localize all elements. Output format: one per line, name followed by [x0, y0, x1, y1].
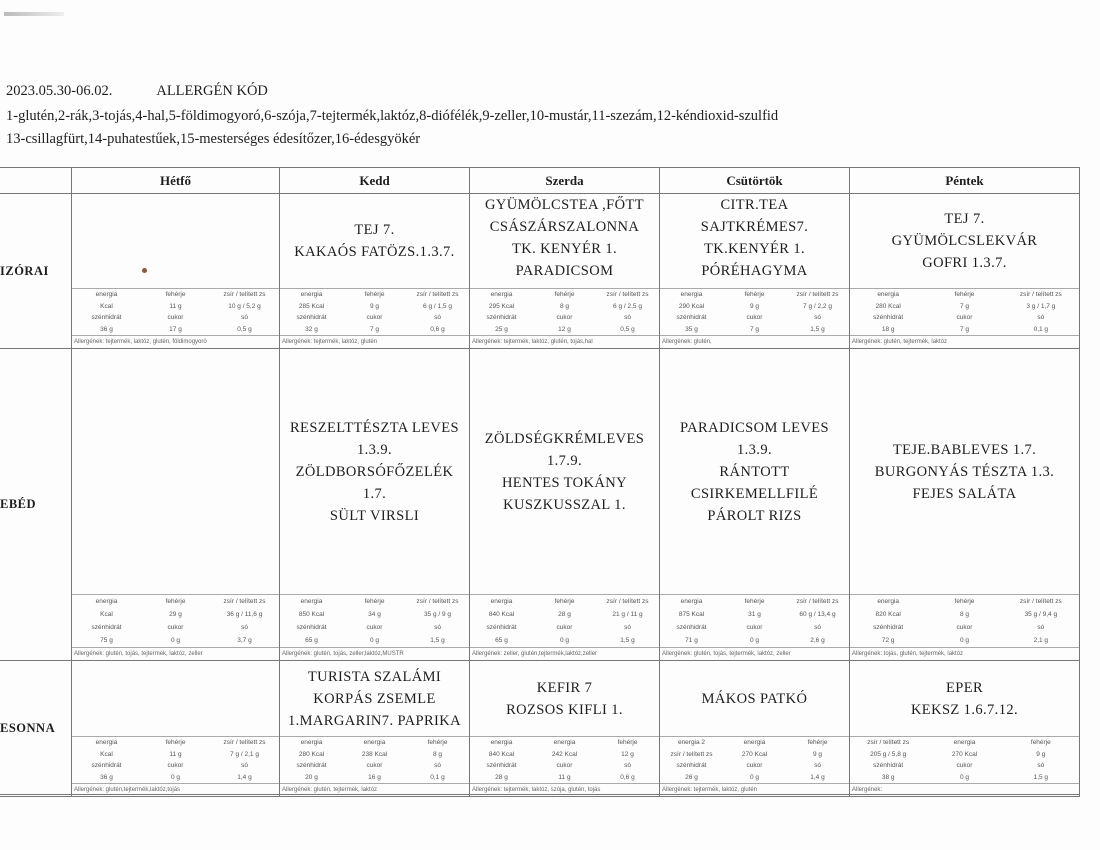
nutrition-value: 205 g / 5,8 g	[870, 750, 907, 758]
nutrition-value: 7 g	[369, 325, 380, 333]
nutrition-value: szénhidrát	[486, 624, 517, 631]
menu-table	[0, 167, 1080, 795]
menu-items	[470, 349, 659, 594]
nutrition-value: Kcal	[100, 302, 113, 310]
nutrition-value: 1,5 g	[1033, 773, 1049, 781]
nutrition-value: szénhidrát	[873, 314, 904, 322]
nutrition-value: szénhidrát	[296, 624, 327, 631]
menu-line: SÜLT VIRSLI	[329, 507, 420, 524]
allergen-note: Allergének: tejtermék, laktóz, glutén	[660, 783, 849, 796]
menu-items	[660, 661, 849, 736]
menu-items	[660, 194, 849, 288]
nutrition-value: fehérje	[954, 291, 975, 299]
nutrition-value: szénhidrát	[486, 314, 517, 322]
nutrition-value: 280 Kcal	[298, 750, 325, 758]
nutrition-value: energia	[363, 739, 386, 747]
meal-cell	[660, 194, 850, 349]
menu-line: MÁKOS PATKÓ	[701, 690, 808, 707]
menu-line: CSIRKEMELLFILÉ	[690, 485, 819, 502]
nutrition-value: cukor	[956, 762, 973, 770]
scan-dot	[142, 268, 147, 273]
nutrition-value: zsír / telített zs	[796, 291, 839, 299]
nutrition-value: 17 g	[169, 325, 182, 333]
nutrition-table	[850, 594, 1079, 647]
allergen-title: ALLERGÉN KÓD	[156, 83, 268, 99]
nutrition-value: Kcal	[100, 750, 113, 758]
nutrition-value: só	[434, 314, 441, 322]
menu-line: KEFIR 7	[536, 679, 593, 696]
menu-line: TEJ 7.	[354, 222, 395, 238]
meal-cell	[850, 661, 1080, 797]
meal-cell	[72, 194, 280, 349]
menu-line: GYÜMÖLCSTEA ,FŐTT	[484, 197, 645, 213]
allergen-note: Allergének: zeller, glutén,tejtermék,laktóz,zeller	[470, 647, 659, 660]
nutrition-value: 9 g	[749, 302, 760, 310]
nutrition-value: energia	[490, 739, 513, 747]
nutrition-value: szénhidrát	[91, 762, 122, 770]
header-line-1	[6, 83, 268, 100]
nutrition-value: fehérje	[554, 291, 575, 299]
nutrition-value: só	[434, 762, 441, 770]
nutrition-value: fehérje	[165, 598, 186, 605]
nutrition-value: 285 Kcal	[298, 302, 325, 310]
meal-cell	[280, 349, 470, 661]
nutrition-value: 242 Kcal	[551, 750, 578, 758]
menu-line: PARADICSOM	[515, 263, 614, 279]
nutrition-value: fehérje	[744, 598, 765, 605]
nutrition-value: 9 g	[812, 750, 823, 758]
nutrition-value: 38 g	[881, 773, 895, 781]
allergen-note: Allergének: glutén,	[660, 335, 849, 348]
nutrition-value: fehérje	[954, 598, 975, 605]
nutrition-value: fehérje	[1030, 739, 1051, 747]
table-corner	[0, 168, 72, 194]
nutrition-value: 9 g	[369, 302, 380, 310]
nutrition-value: szénhidrát	[676, 624, 707, 631]
menu-line: PARADICSOM LEVES	[680, 419, 829, 436]
nutrition-table	[470, 288, 659, 335]
meal-cell	[280, 194, 470, 349]
meal-cell	[660, 661, 850, 797]
allergen-note: Allergének: tojás, glutén, tejtermék, laktóz	[850, 647, 1079, 660]
nutrition-value: 1,5 g	[620, 637, 635, 644]
nutrition-value: 8 g	[432, 750, 443, 758]
nutrition-table	[660, 736, 849, 783]
nutrition-value: energia	[680, 598, 703, 605]
nutrition-value: 0 g	[559, 637, 570, 644]
nutrition-table	[850, 736, 1079, 783]
nutrition-value: cukor	[956, 314, 973, 322]
nutrition-value: 0 g	[170, 773, 181, 781]
nutrition-value: 60 g / 13,4 g	[799, 611, 836, 618]
nutrition-value: zsír / telített zs	[1019, 291, 1062, 299]
nutrition-value: 8 g	[959, 611, 970, 618]
nutrition-value: cukor	[746, 762, 763, 770]
nutrition-value: energia	[953, 739, 976, 747]
nutrition-value: 0,5 g	[237, 325, 252, 333]
menu-line: PÁROLT RIZS	[707, 507, 802, 524]
menu-line: TURISTA SZALÁMI	[307, 668, 442, 685]
nutrition-value: cukor	[556, 314, 573, 322]
nutrition-table	[660, 594, 849, 647]
nutrition-value: Kcal	[100, 611, 113, 618]
nutrition-value: zsír / telített zs	[606, 598, 649, 605]
nutrition-value: 11 g	[558, 773, 571, 781]
nutrition-value: szénhidrát	[91, 314, 122, 322]
nutrition-value: szénhidrát	[296, 314, 327, 322]
menu-items	[280, 661, 469, 736]
nutrition-value: 36 g	[100, 773, 113, 781]
meal-cell	[470, 349, 660, 661]
nutrition-value: szénhidrát	[91, 624, 122, 631]
nutrition-value: 34 g	[368, 611, 381, 618]
day-header-tue: Kedd	[280, 168, 470, 194]
nutrition-value: 20 g	[305, 773, 318, 781]
meal-label-morning: IZÓRAI	[0, 194, 72, 349]
nutrition-value: 0 g	[749, 637, 760, 644]
nutrition-value: 0 g	[749, 773, 760, 781]
menu-line: ROZSOS KIFLI 1.	[506, 701, 623, 718]
nutrition-value: só	[434, 624, 441, 631]
menu-line: KEKSZ 1.6.7.12.	[910, 701, 1019, 718]
nutrition-value: 75 g	[100, 637, 113, 644]
nutrition-value: 295 Kcal	[488, 302, 515, 310]
nutrition-value: 8 g	[559, 302, 570, 310]
nutrition-value: 18 g	[881, 325, 895, 333]
menu-items	[72, 194, 279, 288]
nutrition-value: cukor	[366, 314, 383, 322]
menu-items	[280, 349, 469, 594]
nutrition-value: 0,1 g	[1033, 325, 1049, 333]
nutrition-value: 840 Kcal	[488, 611, 515, 618]
menu-items	[660, 349, 849, 594]
nutrition-value: 238 Kcal	[361, 750, 388, 758]
menu-items	[72, 661, 279, 736]
day-header-thu: Csütörtök	[660, 168, 850, 194]
nutrition-value: energia 2	[677, 739, 706, 747]
nutrition-value: 7 g	[959, 325, 970, 333]
allergen-note: Allergének: glutén, tojás, zeller,laktóz,MUSTR	[280, 647, 469, 660]
nutrition-value: 7 g	[959, 302, 970, 310]
nutrition-value: szénhidrát	[873, 762, 904, 770]
nutrition-value: zsír / telített zs	[416, 598, 459, 605]
nutrition-value: 0,6 g	[620, 773, 635, 781]
date-range: 2023.05.30-06.02.	[6, 83, 113, 99]
nutrition-value: 26 g	[685, 773, 698, 781]
nutrition-value: fehérje	[744, 291, 765, 299]
menu-line: KUSZKUSSZAL 1.	[503, 496, 626, 513]
nutrition-value: 31 g	[748, 611, 761, 618]
nutrition-value: 11 g	[169, 302, 182, 310]
nutrition-table	[280, 288, 469, 335]
nutrition-value: energia	[300, 291, 323, 299]
menu-line: KAKAÓS FATÖZS.1.3.7.	[294, 244, 455, 260]
nutrition-value: 0,1 g	[430, 773, 445, 781]
nutrition-value: cukor	[556, 624, 573, 631]
nutrition-table	[72, 288, 279, 335]
menu-line: TEJE.BABLEVES 1.7.	[892, 441, 1037, 458]
nutrition-value: 1,4 g	[237, 773, 252, 781]
nutrition-value: szénhidrát	[296, 762, 327, 770]
menu-line: GOFRI 1.3.7.	[922, 255, 1007, 271]
nutrition-value: 290 Kcal	[678, 302, 705, 310]
menu-line: 1.7.9.	[546, 452, 583, 469]
nutrition-value: zsír / telített zs	[416, 291, 459, 299]
menu-items	[470, 194, 659, 288]
menu-line: TK. KENYÉR 1.	[511, 241, 618, 257]
nutrition-value: 0 g	[959, 773, 970, 781]
nutrition-value: 2,1 g	[1033, 637, 1049, 644]
allergen-note: Allergének: glutén, tojás, tejtermék, laktóz, zeller	[72, 647, 279, 660]
nutrition-value: cukor	[366, 762, 383, 770]
nutrition-value: 72 g	[881, 637, 895, 644]
nutrition-value: 280 Kcal	[875, 302, 901, 310]
scan-artifact	[4, 12, 64, 16]
nutrition-value: cukor	[746, 314, 763, 322]
nutrition-value: 28 g	[558, 611, 571, 618]
nutrition-value: 875 Kcal	[678, 611, 705, 618]
nutrition-value: 36 g / 11,6 g	[226, 611, 263, 618]
nutrition-table	[850, 288, 1079, 335]
allergen-note: Allergének: glutén, tejtermék, laktóz	[280, 783, 469, 796]
nutrition-value: 12 g	[558, 325, 571, 333]
nutrition-value: szénhidrát	[676, 762, 707, 770]
nutrition-value: szénhidrát	[873, 624, 904, 631]
nutrition-table	[72, 594, 279, 647]
nutrition-value: fehérje	[165, 291, 186, 299]
allergen-note: Allergének: tejtermék, laktóz, glutén	[280, 335, 469, 348]
nutrition-value: fehérje	[617, 739, 638, 747]
nutrition-value: energia	[743, 739, 766, 747]
nutrition-value: 35 g / 9 g	[423, 611, 452, 618]
nutrition-table	[72, 736, 279, 783]
allergen-legend-line-2: 13-csillagfürt,14-puhatestűek,15-mesterséges édesítőzer,16-édesgyökér	[6, 131, 421, 147]
nutrition-value: cukor	[366, 624, 383, 631]
menu-line: RESZELTTÉSZTA LEVES	[289, 419, 460, 436]
nutrition-table	[660, 288, 849, 335]
nutrition-value: fehérje	[554, 598, 575, 605]
nutrition-value: 35 g / 9,4 g	[1024, 611, 1058, 618]
nutrition-value: fehérje	[807, 739, 828, 747]
nutrition-value: 3,7 g	[237, 637, 252, 644]
nutrition-value: só	[241, 314, 248, 322]
nutrition-value: só	[1037, 314, 1045, 322]
nutrition-value: energia	[95, 291, 118, 299]
nutrition-value: 65 g	[305, 637, 318, 644]
nutrition-value: energia	[300, 739, 323, 747]
nutrition-value: szénhidrát	[486, 762, 517, 770]
menu-items	[72, 349, 279, 594]
nutrition-value: 1,4 g	[810, 773, 825, 781]
nutrition-value: zsír / telített zs	[1019, 598, 1062, 605]
allergen-note: Allergének: tejtermék, laktóz, szója, glutén, tojás	[470, 783, 659, 796]
menu-line: CITR.TEA	[720, 197, 789, 213]
menu-line: BURGONYÁS TÉSZTA 1.3.	[874, 463, 1055, 480]
nutrition-value: zsír / telített zs	[606, 291, 649, 299]
nutrition-value: 270 Kcal	[951, 750, 978, 758]
menu-line: ZÖLDSÉGKRÉMLEVES	[484, 430, 645, 447]
nutrition-value: energia	[490, 598, 513, 605]
nutrition-value: 71 g	[685, 637, 698, 644]
nutrition-value: 36 g	[100, 325, 113, 333]
menu-line: HENTES TOKÁNY	[501, 474, 628, 491]
nutrition-value: 28 g	[495, 773, 508, 781]
nutrition-value: cukor	[556, 762, 573, 770]
nutrition-value: só	[1037, 624, 1045, 631]
nutrition-value: só	[624, 314, 631, 322]
nutrition-value: 850 Kcal	[298, 611, 325, 618]
nutrition-value: 0 g	[369, 637, 380, 644]
menu-line: 1.MARGARIN7. PAPRIKA	[287, 712, 462, 729]
menu-items	[850, 194, 1079, 288]
nutrition-value: 7 g	[749, 325, 760, 333]
nutrition-value: 0,5 g	[620, 325, 635, 333]
meal-label-afternoon: ESONNA	[0, 661, 72, 797]
nutrition-value: só	[241, 762, 248, 770]
nutrition-value: 0,6 g	[430, 325, 445, 333]
nutrition-value: 9 g	[1036, 750, 1046, 758]
menu-line: FEJES SALÁTA	[912, 485, 1017, 502]
nutrition-value: 7 g / 2,2 g	[803, 302, 832, 310]
nutrition-value: fehérje	[165, 739, 186, 747]
meal-cell	[280, 661, 470, 797]
nutrition-value: energia	[95, 598, 118, 605]
nutrition-value: zsír / telített zs	[670, 750, 713, 758]
day-header-wed: Szerda	[470, 168, 660, 194]
nutrition-value: energia	[680, 291, 703, 299]
meal-cell	[470, 194, 660, 349]
nutrition-value: só	[241, 624, 248, 631]
menu-line: TEJ 7.	[944, 211, 985, 227]
nutrition-value: 65 g	[495, 637, 508, 644]
nutrition-value: só	[814, 762, 821, 770]
nutrition-value: energia	[553, 739, 576, 747]
menu-line: GYÜMÖLCSLEKVÁR	[891, 233, 1038, 249]
nutrition-value: 35 g	[685, 325, 698, 333]
nutrition-value: cukor	[746, 624, 763, 631]
nutrition-value: 6 g / 2,5 g	[613, 302, 642, 310]
nutrition-value: zsír / telített zs	[796, 598, 839, 605]
meal-label-lunch: EBÉD	[0, 349, 72, 661]
nutrition-value: fehérje	[364, 598, 385, 605]
allergen-note: Allergének:	[850, 783, 1079, 796]
nutrition-value: zsír / telített zs	[223, 291, 266, 299]
nutrition-value: 12 g	[621, 750, 634, 758]
nutrition-value: 1,5 g	[810, 325, 825, 333]
allergen-note: Allergének: glutén,tejtermék,laktóz,tojás	[72, 783, 279, 796]
nutrition-value: energia	[490, 291, 513, 299]
menu-line: SAJTKRÉMES7.	[700, 219, 809, 235]
nutrition-table	[280, 736, 469, 783]
allergen-note: Allergének: tejtermék, laktóz, glutén, földimogyoró	[72, 335, 279, 348]
day-header-mon: Hétfő	[72, 168, 280, 194]
menu-items	[850, 661, 1079, 736]
allergen-note: Allergének: glutén, tojás, tejtermék, laktóz, zeller	[660, 647, 849, 660]
nutrition-value: 6 g / 1,5 g	[423, 302, 452, 310]
nutrition-value: fehérje	[364, 291, 385, 299]
nutrition-value: zsír / telített zs	[223, 598, 266, 605]
nutrition-value: 16 g	[368, 773, 381, 781]
menu-line: 1.3.9.	[356, 441, 393, 458]
nutrition-table	[470, 736, 659, 783]
nutrition-value: cukor	[167, 762, 184, 770]
nutrition-value: 25 g	[495, 325, 508, 333]
nutrition-value: 32 g	[305, 325, 318, 333]
day-header-fri: Péntek	[850, 168, 1080, 194]
menu-line: ZÖLDBORSÓFŐZELÉK	[295, 463, 454, 480]
nutrition-value: 21 g / 11 g	[612, 611, 643, 618]
menu-line: EPER	[945, 679, 984, 696]
nutrition-value: 10 g / 5,2 g	[228, 302, 261, 310]
nutrition-value: só	[814, 624, 821, 631]
nutrition-value: só	[624, 624, 631, 631]
nutrition-value: energia	[300, 598, 323, 605]
allergen-note: Allergének: tejtermék, laktóz, glutén, tojás,hal	[470, 335, 659, 348]
menu-line: KORPÁS ZSEMLE	[313, 690, 436, 707]
allergen-legend-line-1: 1-glutén,2-rák,3-tojás,4-hal,5-földimogyoró,6-szója,7-tejtermék,laktóz,8-diófélék,9-zeller,10-mustár,11-szezám,12-kéndioxid-szulfid	[6, 108, 779, 124]
nutrition-value: cukor	[956, 624, 973, 631]
nutrition-value: zsír / telített zs	[223, 739, 266, 747]
nutrition-value: 11 g	[169, 750, 182, 758]
nutrition-value: só	[624, 762, 631, 770]
nutrition-value: cukor	[167, 314, 184, 322]
nutrition-value: só	[814, 314, 821, 322]
nutrition-value: energia	[95, 739, 118, 747]
nutrition-value: cukor	[167, 624, 184, 631]
nutrition-value: fehérje	[427, 739, 448, 747]
nutrition-table	[280, 594, 469, 647]
menu-line: CSÁSZÁRSZALONNA	[489, 219, 640, 235]
meal-cell	[660, 349, 850, 661]
meal-cell	[72, 349, 280, 661]
nutrition-value: 29 g	[169, 611, 182, 618]
nutrition-value: 270 Kcal	[741, 750, 768, 758]
nutrition-table	[470, 594, 659, 647]
menu-line: 1.7.	[362, 485, 387, 502]
nutrition-value: energia	[877, 291, 899, 299]
nutrition-value: 840 Kcal	[488, 750, 515, 758]
menu-line: RÁNTOTT	[719, 463, 790, 480]
meal-cell	[850, 194, 1080, 349]
meal-cell	[72, 661, 280, 797]
menu-line: TK.KENYÉR 1.	[703, 241, 806, 257]
menu-items	[470, 661, 659, 736]
nutrition-value: 7 g / 2,1 g	[230, 750, 259, 758]
nutrition-value: só	[1037, 762, 1045, 770]
menu-line: PÓRÉHAGYMA	[701, 263, 808, 279]
menu-line: 1.3.9.	[736, 441, 773, 458]
nutrition-value: 1,5 g	[430, 637, 445, 644]
menu-items	[850, 349, 1079, 594]
allergen-note: Allergének: glutén, tejtermék, laktóz	[850, 335, 1079, 348]
nutrition-value: szénhidrát	[676, 314, 707, 322]
meal-cell	[470, 661, 660, 797]
nutrition-value: 2,6 g	[810, 637, 825, 644]
nutrition-value: energia	[877, 598, 899, 605]
nutrition-value: 0 g	[170, 637, 181, 644]
nutrition-value: zsír / telített zs	[867, 739, 910, 747]
nutrition-value: 820 Kcal	[875, 611, 901, 618]
menu-items	[280, 194, 469, 288]
nutrition-value: 0 g	[959, 637, 970, 644]
nutrition-value: 3 g / 1,7 g	[1026, 302, 1056, 310]
meal-cell	[850, 349, 1080, 661]
